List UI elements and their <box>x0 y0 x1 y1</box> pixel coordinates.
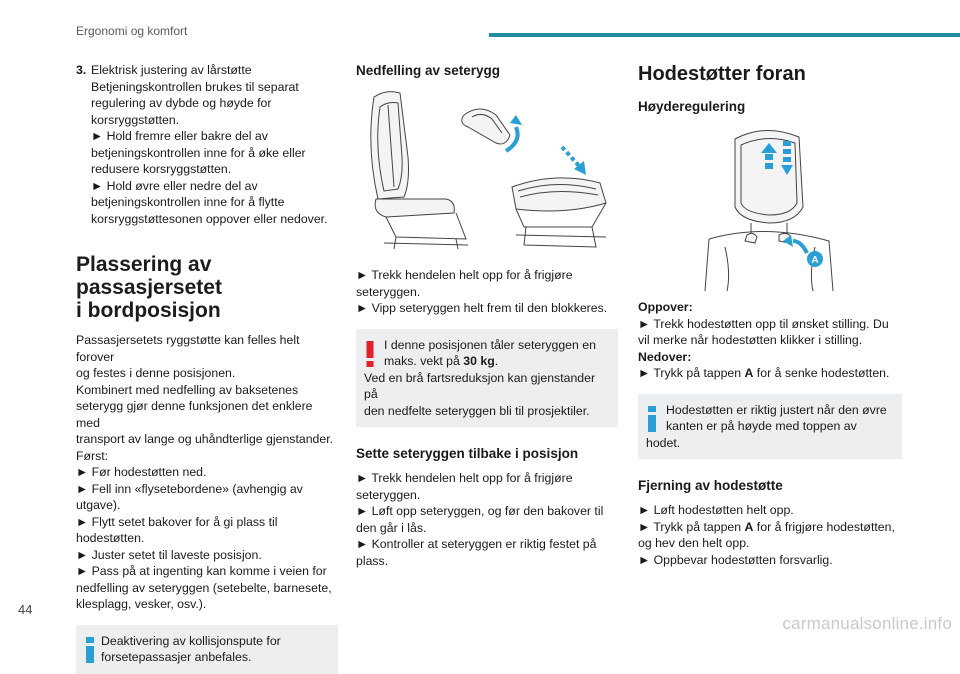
tab-label: A <box>744 519 754 534</box>
text-line: utgave). <box>76 498 121 512</box>
text-line: ► Før hodestøtten ned. <box>76 465 207 479</box>
heading-line: i bordposisjon <box>76 299 221 322</box>
header-accent-bar <box>489 33 960 37</box>
info-note <box>638 394 902 460</box>
running-header: Ergonomi og komfort <box>76 24 188 38</box>
text-line: korsryggstøttesonen oppover eller nedover. <box>91 211 328 226</box>
text-line: ► Kontroller at seteryggen er riktig festet på <box>356 537 597 551</box>
step-number: 3. <box>76 63 87 77</box>
text-span: . <box>494 354 499 368</box>
text-line: ► Trekk hendelen helt opp for å frigjøre <box>356 471 573 485</box>
info-note <box>76 625 338 674</box>
text-line: ► Trekk hodestøtten opp til ønsket stilling. Du <box>638 316 889 331</box>
text-line: ► Hold fremre eller bakre del av <box>91 129 268 143</box>
text-line: nedfelling av seteryggen (setebelte, barnesete, <box>76 580 332 595</box>
text-line: regulering av dybde og høyde for <box>91 96 272 110</box>
column-left <box>76 62 338 674</box>
section-heading-table-position <box>76 253 338 322</box>
subheading-height-adjust: Høyderegulering <box>638 99 746 114</box>
column-right <box>638 62 902 568</box>
note-line: Ved en brå fartsreduksjon kan gjenstander på <box>364 370 596 401</box>
label-up: Oppover: <box>638 300 693 314</box>
note-line: Hodestøtten er riktig justert når den øvre <box>666 402 887 417</box>
weight-value: 30 kg <box>463 354 495 368</box>
text-line: plass. <box>356 553 389 568</box>
figure-callout-a: A <box>811 255 819 266</box>
text-line: betjeningskontrollen inne for å øke eller <box>91 145 306 160</box>
text-line: ► Flytt setet bakover for å gi plass til <box>76 514 278 529</box>
text-span: for å senke hodestøtten. <box>753 366 890 380</box>
text-span: maks. vekt på <box>384 354 464 368</box>
text-line: vil merke når hodestøtten klikker i stilling. <box>638 333 863 347</box>
warning-note <box>356 329 618 428</box>
note-line: Deaktivering av kollisjonspute for <box>101 633 281 648</box>
note-line <box>364 353 608 370</box>
text-line <box>638 519 902 536</box>
info-icon <box>648 406 656 432</box>
section-heading-headrest-removal: Fjerning av hodestøtte <box>638 478 783 493</box>
text-line <box>638 365 902 382</box>
text-line: seteryggen. <box>356 487 421 502</box>
text-line: ► Løft opp seteryggen, og før den bakover til <box>356 504 604 518</box>
text-line: transport av lange og uhåndterlige gjenstander. <box>76 432 334 446</box>
section-heading-return-backrest: Sette seteryggen tilbake i posisjon <box>356 446 579 461</box>
text-line: Først: <box>76 448 109 463</box>
note-line: kanten er på høyde med toppen av <box>666 419 857 433</box>
text-line: ► Fell inn «flysetebordene» (avhengig av <box>76 481 303 496</box>
label-down: Nedover: <box>638 349 692 364</box>
step-3 <box>76 62 338 227</box>
info-icon <box>86 637 94 663</box>
tab-label: A <box>744 366 754 380</box>
text-line: seterygg gjør denne funksjonen det enklere med <box>76 399 313 430</box>
section-heading-fold-backrest: Nedfelling av seterygg <box>356 63 501 78</box>
watermark: carmanualsonline.info <box>782 614 952 633</box>
text-line: redusere korsryggstøtten. <box>91 162 232 176</box>
text-span: ► Trykk på tappen <box>638 519 745 534</box>
note-line: I denne posisjonen tåler seteryggen en <box>384 337 596 352</box>
text-line: seteryggen. <box>356 284 421 299</box>
text-line: klesplagg, vesker, osv.). <box>76 597 207 611</box>
text-line: Betjeningskontrollen brukes til separat <box>91 79 299 94</box>
note-line: hodet. <box>646 435 681 450</box>
page-number: 44 <box>18 602 33 617</box>
text-line: hodestøtten. <box>76 531 145 545</box>
note-line: den nedfelte seteryggen bli til prosjektiler. <box>364 403 590 418</box>
text-line: ► Trekk hendelen helt opp for å frigjøre <box>356 268 573 282</box>
text-line: Passasjersetets ryggstøtte kan felles helt forover <box>76 333 300 364</box>
note-line: forsetepassasjer anbefales. <box>101 650 252 664</box>
section-heading-headrests: Hodestøtter foran <box>638 63 806 85</box>
seat-folding-illustration <box>356 87 618 259</box>
text-line: ► Løft hodestøtten helt opp. <box>638 503 794 517</box>
text-line: og hev den helt opp. <box>638 536 750 550</box>
text-line: ► Pass på at ingenting kan komme i veien for <box>76 564 327 578</box>
text-line: Elektrisk justering av lårstøtte <box>91 63 252 77</box>
text-line: betjeningskontrollen inne for å flytte <box>91 195 285 209</box>
heading-line: Plassering av passasjersetet <box>76 253 222 299</box>
text-line: og festes i denne posisjonen. <box>76 366 236 380</box>
warning-icon <box>366 341 374 367</box>
text-span: for å frigjøre hodestøtten, <box>753 519 895 534</box>
text-span: ► Trykk på tappen <box>638 366 745 380</box>
text-line: ► Hold øvre eller nedre del av <box>91 178 258 193</box>
column-middle <box>356 62 618 569</box>
text-line: ► Juster setet til laveste posisjon. <box>76 547 262 562</box>
text-line: korsryggstøtten. <box>91 112 180 127</box>
text-line: ► Oppbevar hodestøtten forsvarlig. <box>638 552 833 567</box>
text-line: Kombinert med nedfelling av baksetenes <box>76 382 299 397</box>
headrest-illustration <box>695 123 845 291</box>
text-line: ► Vipp seteryggen helt frem til den blokkeres. <box>356 301 608 315</box>
text-line: den går i lås. <box>356 520 427 535</box>
